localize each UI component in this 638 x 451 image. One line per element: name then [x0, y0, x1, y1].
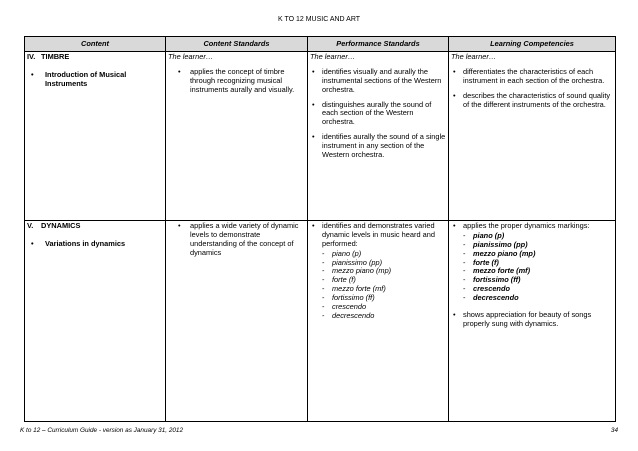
sub-item: - piano (p): [463, 230, 505, 240]
list-item-text: applies a wide variety of dynamic levels to demonstrate understanding of the concept of dynamics: [190, 221, 299, 257]
list-item: [168, 222, 305, 258]
sub-item: - piano (p): [322, 248, 362, 258]
sub-item: - crescendo: [322, 301, 367, 311]
list-item-text: identifies aurally the sound of a single instrument in any section of the Western orchestra.: [322, 132, 446, 159]
bullet-icon: •: [453, 90, 456, 100]
sub-item: - fortissimo (ff): [322, 293, 375, 302]
sub-item: - pianissimo (pp): [322, 257, 383, 267]
sub-item: - mezzo piano (mp): [463, 248, 536, 258]
sub-item: - decrescendo: [322, 310, 375, 320]
sub-item: - forte (f): [322, 275, 356, 285]
topic-item: [27, 71, 163, 89]
section-name: TIMBRE: [41, 52, 70, 61]
list-item-text: identifies and demonstrates varied dynamic levels in music heard and performed:: [322, 221, 435, 248]
learning-competencies-cell: [449, 52, 616, 221]
learner-label: The learner…: [310, 52, 356, 61]
section-number: V.: [27, 221, 34, 230]
col-header-content-standards: Content Standards: [166, 37, 308, 52]
sub-item: - mezzo forte (mf): [463, 266, 531, 276]
list-item-text: differentiates the characteristics of each instrument in each section of the orchestra.: [463, 66, 605, 85]
bullet-icon: •: [178, 66, 181, 76]
list-item: [451, 222, 613, 303]
page-footer: [20, 427, 618, 434]
list-item-text: identifies visually and aurally the instrumental sections of the Western orchestra.: [322, 66, 442, 94]
content-cell: [25, 52, 166, 221]
section-number: IV.: [27, 52, 36, 61]
topic-text: Introduction of Musical Instruments: [45, 69, 127, 88]
col-header-learning-competencies: Learning Competencies: [449, 37, 616, 52]
bullet-icon: •: [312, 99, 315, 109]
list-item: [310, 68, 446, 95]
sub-item: - mezzo forte (mf): [322, 284, 386, 294]
bullet-icon: •: [312, 66, 315, 76]
table-header-row: [25, 37, 616, 52]
list-item: [310, 101, 446, 128]
list-item-text: describes the characteristics of sound quality of the different instruments of the orchestra.: [463, 90, 611, 109]
sub-item: - forte (f): [463, 257, 499, 267]
page-number: 34: [610, 427, 618, 434]
list-item-text: applies the concept of timbre through recognizing musical instruments aurally and visually.: [190, 66, 295, 94]
table-row-timbre: [25, 52, 616, 221]
content-cell: [25, 221, 166, 422]
sub-item: - fortissimo (ff): [463, 275, 521, 285]
content-standards-cell: [166, 221, 308, 422]
bullet-icon: •: [312, 132, 315, 142]
list-item-text: applies the proper dynamics markings:: [463, 221, 590, 230]
section-title: [27, 222, 163, 231]
list-item: [451, 68, 613, 86]
topic-text: Variations in dynamics: [45, 238, 126, 248]
page-header: K TO 12 MUSIC AND ART: [277, 16, 361, 23]
learner-label: The learner…: [168, 52, 214, 61]
bullet-icon: •: [312, 221, 315, 230]
section-name: DYNAMICS: [41, 221, 81, 230]
bullet-icon: •: [453, 309, 456, 319]
bullet-icon: •: [178, 221, 181, 230]
dynamics-sublist: [463, 232, 613, 303]
content-standards-cell: [166, 52, 308, 221]
list-item: [168, 68, 305, 95]
list-item-text: distinguishes aurally the sound of each section of the Western orchestra.: [322, 99, 432, 127]
list-item-text: shows appreciation for beauty of songs properly sung with dynamics.: [463, 309, 592, 328]
col-header-performance-standards: Performance Standards: [308, 37, 449, 52]
footer-text: K to 12 – Curriculum Guide - version as January 31, 2012: [20, 427, 184, 434]
list-item: [451, 92, 613, 110]
performance-standards-cell: [308, 221, 449, 422]
curriculum-table: [24, 36, 616, 422]
learning-competencies-cell: [449, 221, 616, 422]
bullet-icon: •: [31, 238, 34, 248]
sub-item: - pianissimo (pp): [463, 239, 528, 249]
topic-item: [27, 240, 163, 249]
list-item: [310, 222, 446, 321]
bullet-icon: •: [453, 66, 456, 76]
sub-item: - crescendo: [463, 284, 510, 294]
col-header-content: Content: [25, 37, 166, 52]
dynamics-sublist: [322, 250, 446, 321]
learner-label: The learner…: [451, 52, 497, 61]
sub-item: - decrescendo: [463, 293, 519, 302]
sub-item: - mezzo piano (mp): [322, 266, 392, 276]
table-row-dynamics: [25, 221, 616, 422]
list-item: [310, 133, 446, 160]
section-title: [27, 53, 163, 62]
list-item: [451, 311, 613, 329]
bullet-icon: •: [31, 69, 34, 79]
performance-standards-cell: [308, 52, 449, 221]
bullet-icon: •: [453, 221, 456, 230]
